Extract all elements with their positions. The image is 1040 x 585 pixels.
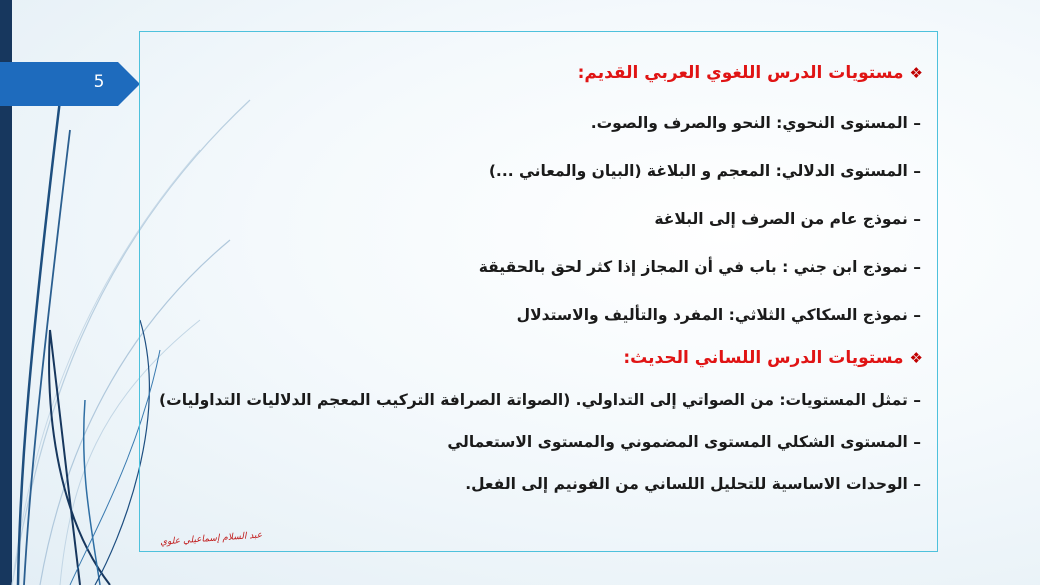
section-heading-classical — [145, 58, 931, 90]
list-item: – نموذج السكاكي الثلاثي: المفرد والتأليف والاستدلال — [516, 306, 921, 324]
list-item: – نموذج ابن جني : باب في أن المجاز إذا كثر لحق بالحقيقة — [478, 258, 921, 276]
section-heading-modern — [145, 343, 931, 375]
list-item: – الوحدات الاساسية للتحليل اللساني من الفونيم إلى الفعل. — [465, 475, 921, 493]
heading-text: مستويات الدرس اللساني الحديث: — [623, 348, 904, 368]
list-item: – تمثل المستويات: من الصواتي إلى التداولي. (الصواتة الصرافة التركيب المعجم الدلاليات التداوليات) — [159, 391, 921, 409]
heading-text: مستويات الدرس اللغوي العربي القديم: — [577, 63, 904, 83]
list-item: – المستوى الشكلي المستوى المضموني والمستوى الاستعمالي — [447, 433, 921, 451]
diamond-bullet-icon: ❖ — [909, 64, 923, 82]
list-item: – المستوى الدلالي: المعجم و البلاغة (البيان والمعاني ...) — [488, 162, 921, 180]
slide-content — [145, 58, 931, 499]
list-item: – المستوى النحوي: النحو والصرف والصوت. — [590, 114, 921, 132]
diamond-bullet-icon: ❖ — [909, 349, 923, 367]
author-signature: عبد السلام إسماعيلي علوي — [159, 530, 263, 548]
list-item: – نموذج عام من الصرف إلى البلاغة — [654, 210, 921, 228]
slide-number: 5 — [93, 72, 105, 92]
slide-number-tab — [0, 62, 140, 106]
